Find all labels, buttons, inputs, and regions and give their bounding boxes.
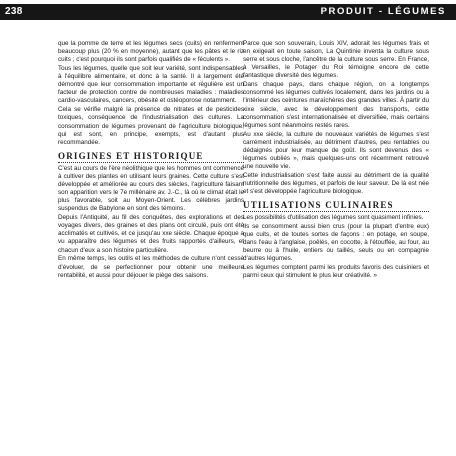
body-paragraph: Depuis l'Antiquité, au fil des conquêtes, des explorations et des voyages divers, des graines et des plans ont circulé, puis ont été acclimatés et cultivés, et ce jusqu'au xxe siècle. Chaque époque a vu apparaître des légumes et des fruits rapportés d'ailleurs, et chacun d'eux a son histoire particulière. (58, 214, 244, 254)
body-paragraph: Cela se vérifie malgré la présence de nitrates et de pesticides toxiques, conséquence de l'industrialisation des cultures. La consommation de légumes provenant de l'agriculture biologique, qui est sont, en principe, exempts, est d'autant plus recommandée. (58, 106, 244, 146)
body-paragraph: Tous les légumes, quelle que soit leur variété, sont indispensables à l'équilibre alimentaire, et donc à la santé. Il a largement été démontré que leur consommation importante et régulière est un facteur de protection contre de nombreuses maladies : maladies cardio-vasculaires, cancers, obésité et ostéoporose notamment. (58, 65, 244, 105)
body-paragraph: Au xxe siècle, la culture de nouveaux variétés de légumes s'est carrément industrialisée, au détriment d'autres, peu rentables ou dédaignés pour leur manque de goût. Ils sont devenus des « légumes oubliés », mais quelques-uns ont récemment retrouvé une nouvelle vie. (243, 130, 429, 170)
body-paragraph: que la pomme de terre et les légumes secs (cuits) en renferment beaucoup plus (20 % en moyenne), autant que les pâtes et le riz cuits ; c'est pourquoi ils sont parfois qualifiés de « féculents ». (58, 40, 244, 64)
left-column (58, 40, 244, 281)
right-column (243, 40, 429, 281)
page-header-bar (0, 4, 456, 20)
section-heading-origines: ORIGINES ET HISTORIQUE (58, 151, 244, 163)
body-paragraph: Les possibilités d'utilisation des légumes sont quasiment infinies. (243, 214, 424, 222)
body-paragraph: Parce que son souverain, Louis XIV, adorait les légumes frais et en exigeait en toute saison, La Quintinie inventa la culture sous serre et sous cloche, l'ancêtre de la culture sous serre. En France, à Versailles, le Potager du Roi témoigne encore de cette fantastique diversité des légumes. (243, 40, 429, 80)
body-paragraph: Dans chaque pays, dans chaque région, on a longtemps consommé les légumes cultivés localement, dans les jardins ou à l'intérieur des ceintures maraîchères des grandes villes. À partir du xixe siècle, avec le développement des transports, cette consommation s'est internationalisée et diversifiée, mais certains légumes sont néanmoins restés rares. (243, 81, 429, 129)
running-title: PRODUIT - LÉGUMES (320, 6, 446, 17)
body-paragraph: Ils se consomment aussi bien crus (pour la plupart d'entre eux) que cuits, et de toutes sortes de façons : en potage, en soupe, dans l'eau à l'anglaise, poêlés, en cocotte, à l'étouffée, au four, au beurre ou à l'huile, entiers ou taillés, seuls ou en compagnie d'autres légumes. (243, 223, 429, 263)
body-paragraph: En même temps, les outils et les méthodes de culture n'ont cessé d'évoluer, de se perfectionner pour obtenir une meilleure rentabilité, et aussi pour déjouer le piège des saisons. (58, 255, 244, 279)
section-heading-utilisations: UTILISATIONS CULINAIRES (243, 200, 429, 212)
body-paragraph: Les légumes comptent parmi les produits favoris des cuisiniers et parmi ceux qui stimulent le plus leur créativité. » (243, 264, 429, 280)
body-paragraph: Cette industrialisation s'est faite aussi au détriment de la qualité nutritionnelle des légumes, et parfois de leur saveur. De là est née et s'est développée l'agriculture biologique. (243, 171, 429, 196)
page-number: 238 (5, 6, 23, 17)
body-paragraph: C'est au cours de l'ère néolithique que les hommes ont commencé à cultiver des plantes en utilisant leurs graines. Cette culture s'est développée et améliorée au cours des siècles, l'agriculture faisant son apparition vers le 7e millénaire av. J.-C., là où le climat était le plus favorable, soit au Moyen-Orient. Les célèbres jardins suspendus de Babylone en sont des témoins. (58, 164, 244, 213)
